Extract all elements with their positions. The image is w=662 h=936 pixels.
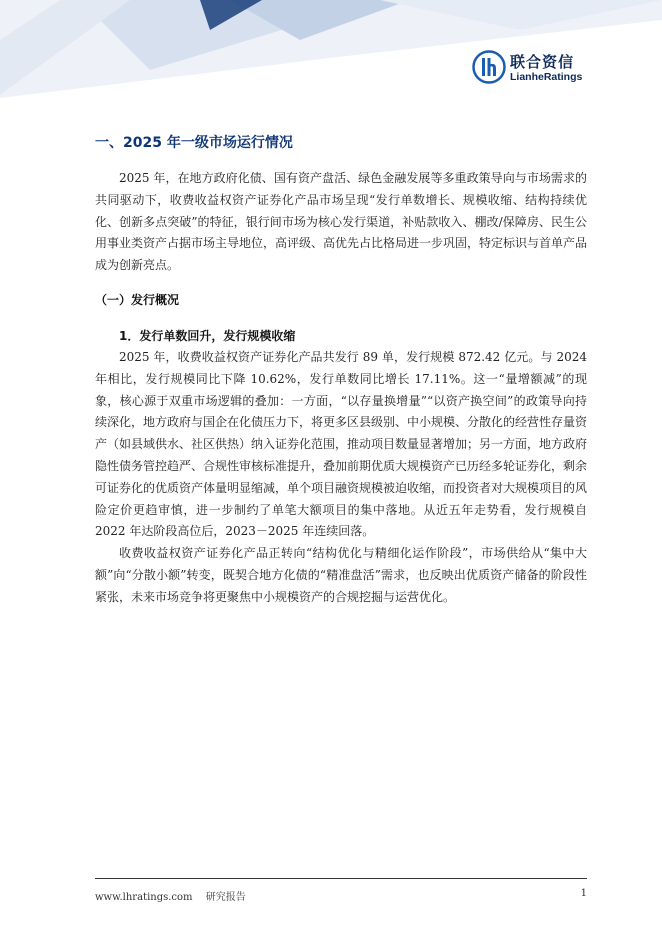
subsection-title: （一）发行概况 — [95, 292, 180, 307]
report-body — [95, 128, 587, 609]
paragraph-issuance: 2025 年，收费收益权资产证券化产品共发行 89 单，发行规模 872.42 亿元。与 2024 年相比，发行规模同比下降 10.62%，发行单数同比增长 17.11%。这一“量增额减”的现象，核心源于双重市场逻辑的叠加：一方面，“以存量换增量”“以资产换空间”的政策导向持续深化，地方政府与国企在化债压力下，将更多区县级别、中小规模、分散化的经营性存量资产（如县域供水、社区供热）纳入证券化范围，推动项目数量显著增加；另一方面，地方政府隐性债务管控趋严、合规性审核标准提升，叠加前期优质大规模资产已历经多轮证券化，剩余可证券化的优质资产体量明显缩减，单个项目融资规模被迫收缩，而投资者对大规模项目的风险定价更趋审慎，进一步制约了单笔大额项目的集中落地。从近五年走势看，发行规模自 2022 年达阶段高位后，2023－2025 年连续回落。 — [95, 349, 588, 539]
subsubsection-title: 1．发行单数回升，发行规模收缩 — [119, 328, 296, 343]
lianhe-logo-icon — [472, 50, 506, 84]
logo-chinese-name: 联合资信 — [510, 53, 575, 71]
page-number: 1 — [580, 888, 587, 899]
section-title: 一、2025 年一级市场运行情况 — [95, 135, 293, 151]
company-logo — [472, 50, 602, 86]
footer-website[interactable]: www.lhratings.com — [95, 892, 193, 903]
footer-doc-type: 研究报告 — [205, 892, 246, 903]
paragraph-outlook: 收费收益权资产证券化产品正转向“结构优化与精细化运作阶段”，市场供给从“集中大额”向“分散小额”转变，既契合地方化债的“精准盘活”需求，也反映出优质资产储备的阶段性紧张，未来市场竞争将更聚焦中小规模资产的合规挖掘与运营优化。 — [95, 546, 587, 604]
footer-divider — [95, 878, 587, 879]
logo-english-name: LianheRatings — [510, 71, 583, 83]
intro-paragraph: 2025 年，在地方政府化债、国有资产盘活、绿色金融发展等多重政策导向与市场需求的共同驱动下，收费收益权资产证券化产品市场呈现“发行单数增长、规模收缩、结构持续优化、创新多点突破”的特征，银行间市场为核心发行渠道，补贴款收入、棚改/保障房、民生公用事业类资产占据市场主导地位，高评级、高优先占比格局进一步巩固，特定标识与首单产品成为创新亮点。 — [95, 171, 588, 273]
footer-info — [95, 888, 256, 903]
